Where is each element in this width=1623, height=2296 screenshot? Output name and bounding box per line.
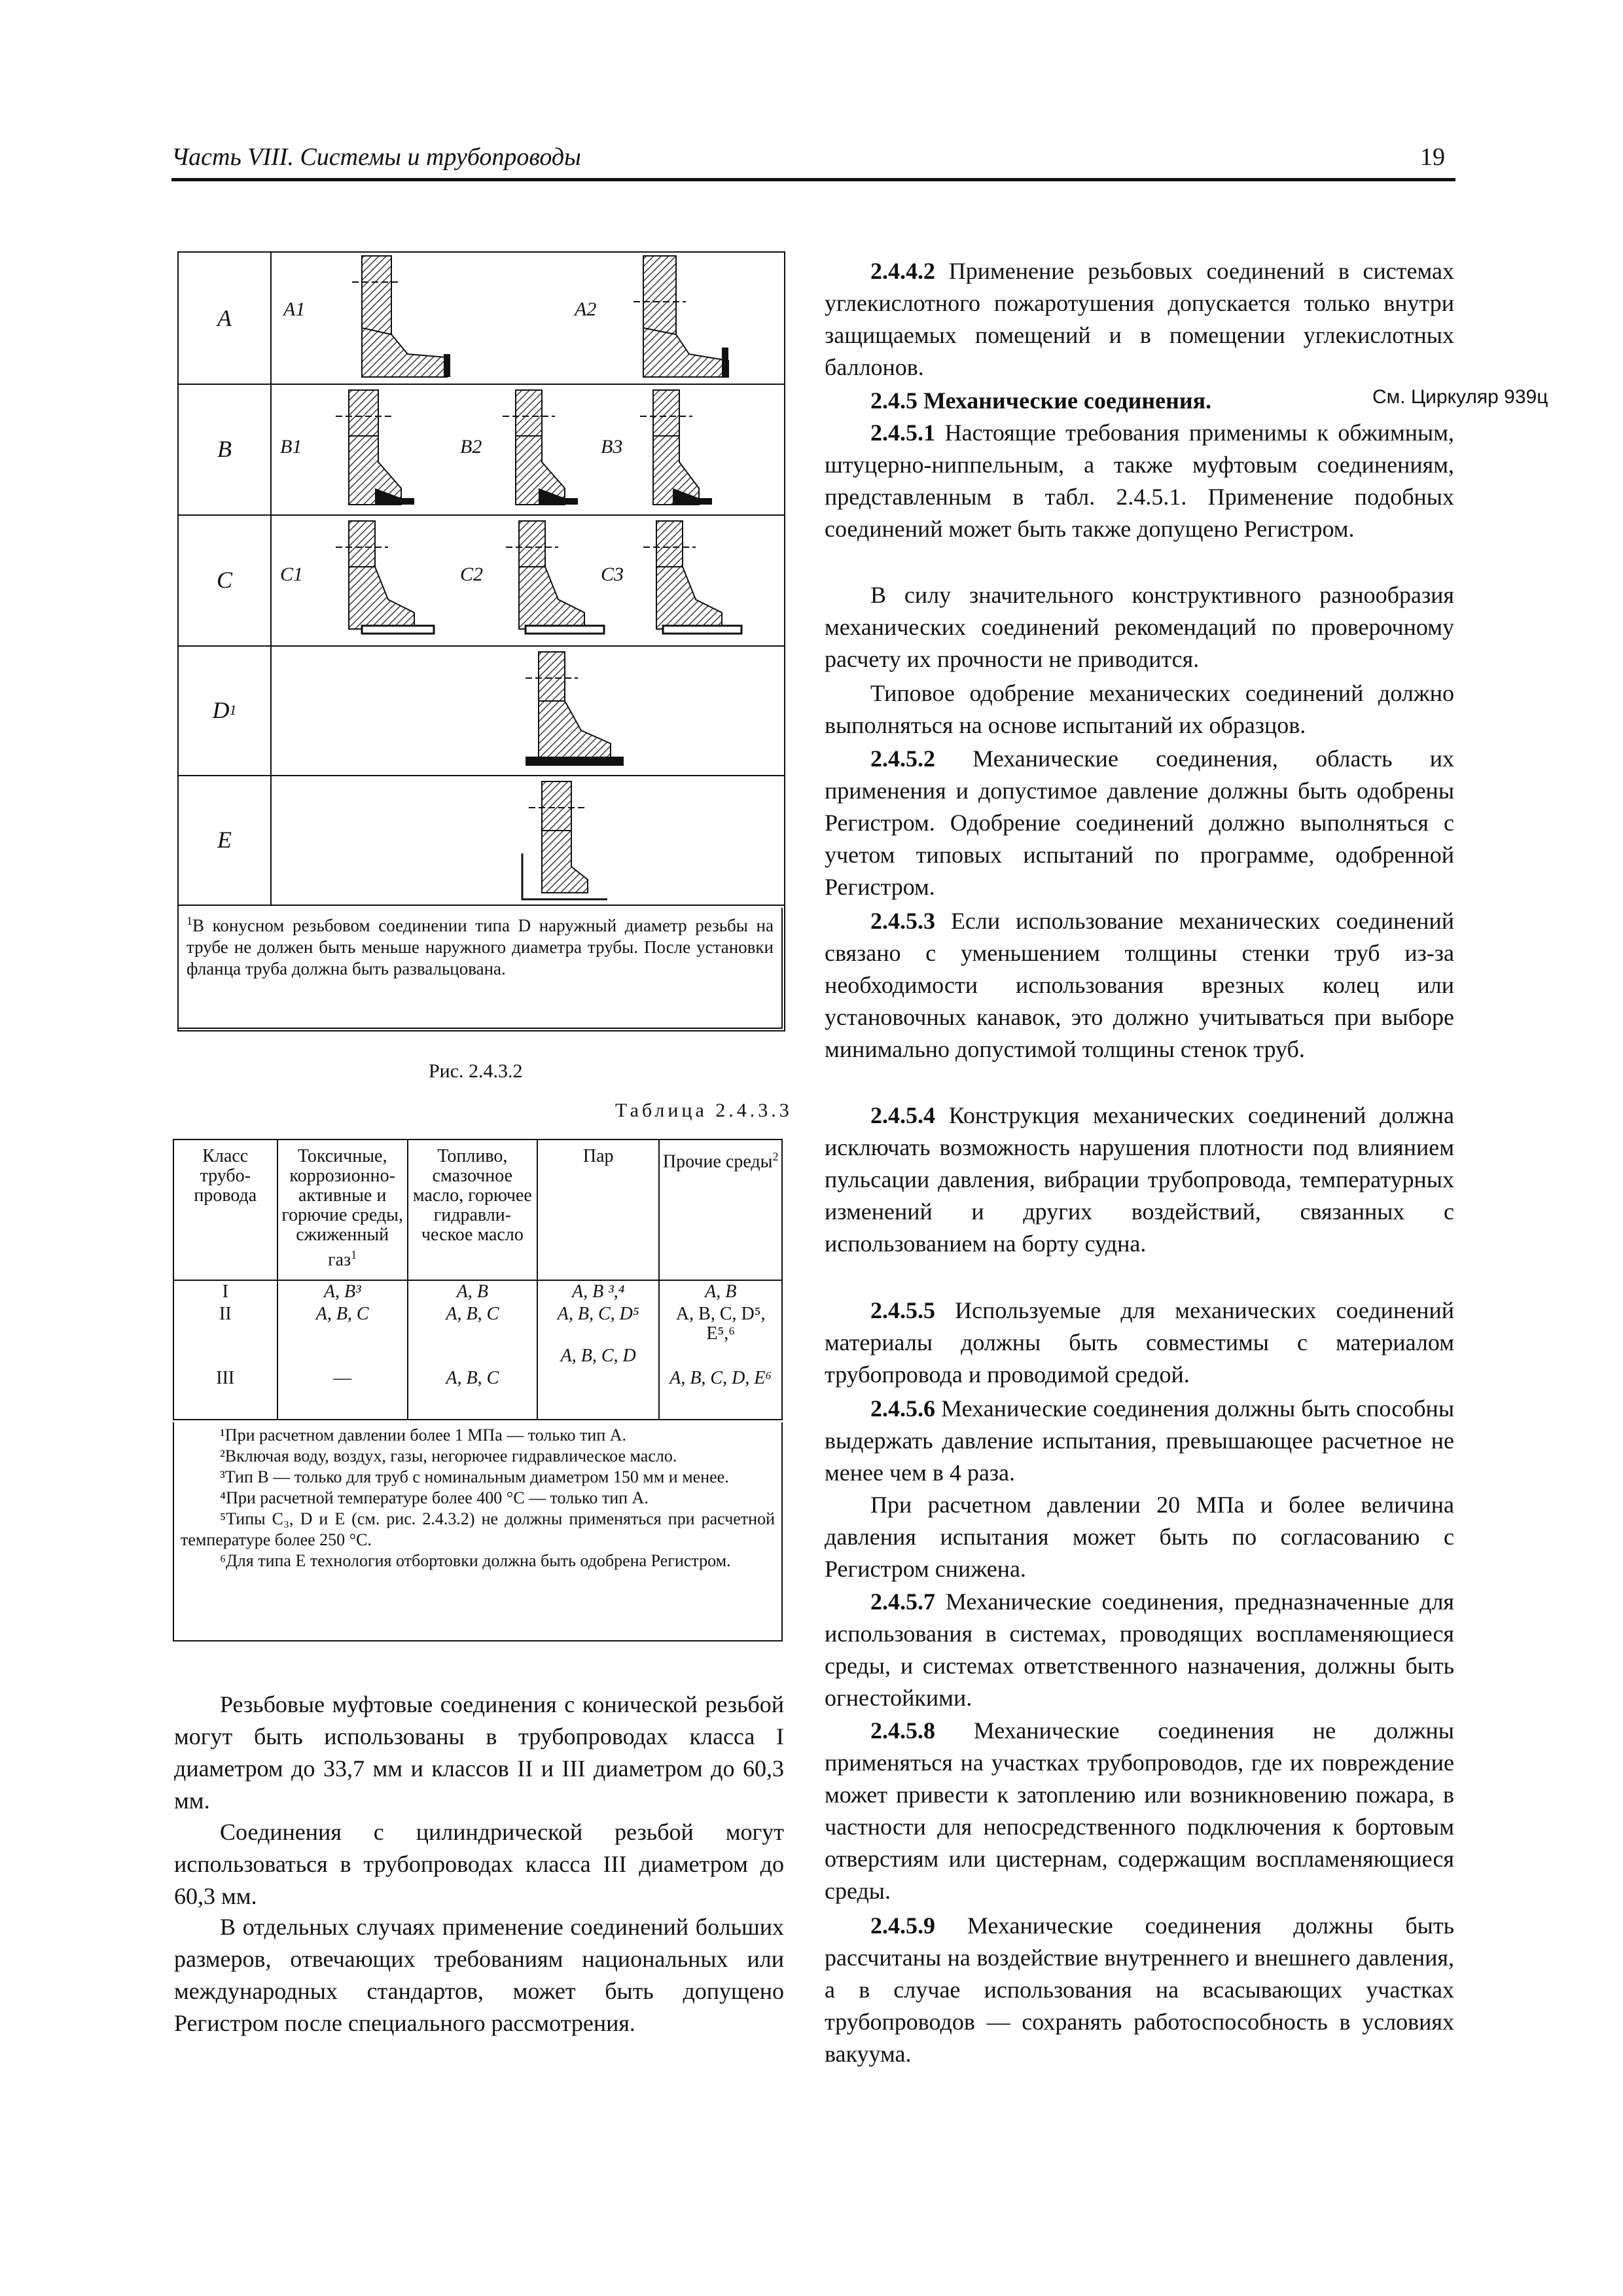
table-cell: I: [173, 1280, 277, 1303]
figure-row-label: D 1: [179, 645, 272, 775]
flange-drawing-d: [519, 652, 650, 773]
section-2-4-5-1: 2.4.5.1 Настоящие требования применимы к обжимным, штуцерно-ниппельным, а также муфтовым соединениям, представленным в табл. 2.4.5.1. Применение подобных соединений может быть также допущено Регистром.: [825, 420, 1454, 542]
flange-drawing-b1: [329, 390, 434, 511]
figure-variant-label: A2: [575, 298, 597, 320]
body-paragraph: Соединения с цилиндрической резьбой могут использоваться в трубопроводах класса III диаметром до 60,3 мм.: [174, 1819, 784, 1909]
table-cell: A, B, C: [408, 1303, 537, 1345]
section-2-4-5-2: 2.4.5.2 Механические соединения, область их применения и допустимое давление должны быть одобрены Регистром. Одобрение соединений должно выполняться с учетом типовых испытаний по программе, одобренной Регистром.: [825, 745, 1454, 900]
flange-drawing-c1: [329, 521, 447, 642]
flange-drawing-b3: [637, 390, 735, 511]
figure-variant-label: B1: [280, 436, 302, 457]
section-2-4-5-9: 2.4.5.9 Механические соединения должны быть рассчитаны на воздействие внутреннего и внешнего давления, а в случае использования на всасывающих участках трубопроводов — сохранять работоспособность в условиях вакуума.: [825, 1912, 1454, 2067]
table-cell: [537, 1367, 659, 1420]
table-row: [173, 1367, 782, 1420]
figure-row-e: [179, 775, 784, 906]
table-header-cell: Класс трубо-провода: [173, 1139, 277, 1280]
table-header-cell: Пар: [537, 1139, 659, 1280]
table-cell: A, B: [659, 1280, 782, 1303]
table-footnote: ⁶Для типа E технология отбортовки должна быть одобрена Регистром.: [220, 1551, 731, 1570]
table-header-cell: Токсичные, коррозионно-активные и горючие среды, сжиженный газ$^1$: [277, 1139, 408, 1280]
section-2-4-4-2: 2.4.4.2 Применение резьбовых соединений в системах углекислотного пожаротушения допускается только внутри защищаемых помещений и в помещении углекислотных баллонов.: [825, 258, 1454, 380]
header-rule: [171, 178, 1455, 181]
figure-row-label: E: [179, 775, 272, 905]
table-cell: III: [173, 1367, 277, 1420]
figure-variant-label: C3: [601, 564, 624, 585]
figure-variant-label: B3: [601, 436, 623, 457]
table-cell: A, B, C, D, E⁶: [659, 1367, 782, 1420]
figure-row-a: [179, 253, 784, 385]
body-paragraph: При расчетном давлении 20 МПа и более величина давления испытания может быть по согласованию с Регистром снижена.: [825, 1492, 1454, 1582]
table-header-cell: Топливо, смазочное масло, горючее гидравли-ческое масло: [408, 1139, 537, 1280]
section-heading-2-4-5: 2.4.5 Механические соединения.: [870, 387, 1212, 414]
figure-caption: Рис. 2.4.3.2: [429, 1060, 523, 1082]
running-header-title: Часть VIII. Системы и трубопроводы: [171, 143, 581, 171]
flange-drawing-b2: [499, 390, 597, 511]
table-row: [173, 1303, 782, 1345]
table-cell: [408, 1345, 537, 1367]
table-footnote: ¹При расчетном давлении более 1 МПа — только тип A.: [220, 1426, 627, 1444]
table-row: [173, 1345, 782, 1367]
table-cell: A, B³: [277, 1280, 408, 1303]
circular-reference-note: См. Циркуляр 939ц: [1372, 386, 1548, 408]
table-footnote: ⁵Типы C₃, D и E (см. рис. 2.4.3.2) не должны применяться при расчетной температуре более 250 °C.: [181, 1509, 775, 1549]
table-cell: A, B, C: [277, 1303, 408, 1345]
flange-drawing-c3: [637, 521, 755, 642]
section-2-4-5-5: 2.4.5.5 Используемые для механических соединений материалы должны быть совместимы с материалом трубопровода и проводимой средой.: [825, 1297, 1454, 1388]
figure-variant-label: C2: [460, 564, 484, 585]
page-number: 19: [1420, 143, 1445, 171]
pipe-class-table: [173, 1139, 783, 1420]
body-paragraph: В отдельных случаях применение соединений больших размеров, отвечающих требованиям национальных или международных стандартов, может быть допущено Регистром после специального рассмотрения.: [174, 1914, 784, 2036]
table-cell: —: [277, 1367, 408, 1420]
table-cell: A, B, C, D⁵, E⁵,⁶: [659, 1303, 782, 1345]
flange-drawing-e: [516, 781, 633, 903]
figure-row-label: B: [179, 384, 272, 514]
flange-drawing-c2: [499, 521, 617, 642]
figure-row-d: [179, 645, 784, 776]
figure-row-b: [179, 384, 784, 516]
body-paragraph: В силу значительного конструктивного разнообразия механических соединений рекомендаций по проверочному расчету их прочности не приводится.: [825, 582, 1454, 672]
table-footnote: ²Включая воду, воздух, газы, негорючее гидравлическое масло.: [220, 1446, 677, 1465]
table-cell: A, B, C, D: [537, 1345, 659, 1367]
section-2-4-5-6: 2.4.5.6 Механические соединения должны быть способны выдержать давление испытания, превышающее расчетное не менее чем в 4 раза.: [825, 1395, 1454, 1486]
figure-row-label: C: [179, 514, 272, 645]
table-cell: A, B ³,⁴: [537, 1280, 659, 1303]
section-2-4-5-7: 2.4.5.7 Механические соединения, предназначенные для использования в системах, проводящих воспламеняющиеся среды, и системах ответственного назначения, должны быть огнестойкими.: [825, 1588, 1454, 1711]
figure-variant-label: B2: [460, 436, 482, 457]
table-header-cell: Прочие среды$^2$: [659, 1139, 782, 1280]
table-footnote: ³Тип B — только для труб с номинальным диаметром 150 мм и менее.: [220, 1467, 729, 1486]
table-header-row: [173, 1139, 782, 1280]
figure-row-label: A: [179, 253, 272, 384]
flange-drawing-a2: [624, 256, 755, 380]
section-2-4-5-3: 2.4.5.3 Если использование механических соединений связано с уменьшением толщины стенки труб из-за необходимости использования врезных колец или установочных канавок, это должно учитываться при выборе минимально допустимой толщины стенок труб.: [825, 908, 1454, 1062]
table-caption: Таблица 2.4.3.3: [615, 1100, 793, 1121]
table-cell: A, B, C: [408, 1367, 537, 1420]
section-2-4-5-4: 2.4.5.4 Конструкция механических соединений должна исключать возможность нарушения плотности под влиянием пульсации давления, вибрации трубопровода, температурных изменений и других воздействий, связанных с использованием на борту судна.: [825, 1102, 1454, 1257]
figure-variant-label: A1: [283, 298, 306, 320]
body-paragraph: Типовое одобрение механических соединений должно выполняться на основе испытаний их образцов.: [825, 680, 1454, 738]
table-footnotes: [173, 1422, 783, 1641]
figure-variant-label: C1: [280, 564, 304, 585]
table-row: [173, 1280, 782, 1303]
table-cell: [659, 1345, 782, 1367]
table-cell: II: [173, 1303, 277, 1345]
table-cell: A, B: [408, 1280, 537, 1303]
body-paragraph: Резьбовые муфтовые соединения с конической резьбой могут быть использованы в трубопроводах класса I диаметром до 33,7 мм и классов II и III диаметром до 60,3 мм.: [174, 1691, 784, 1814]
table-footnote: ⁴При расчетной температуре более 400 °C — только тип A.: [220, 1488, 649, 1507]
figure-footnote: $^1$В конусном резьбовом соединении типа D наружный диаметр резьбы на трубе не должен быть меньше наружного диаметра трубы. После установки фланца труба должна быть развальцована.: [177, 908, 783, 1029]
table-cell: [173, 1345, 277, 1367]
table-cell: [277, 1345, 408, 1367]
table-cell: A, B, C, D⁵: [537, 1303, 659, 1345]
figure-row-c: [179, 514, 784, 647]
section-2-4-5-8: 2.4.5.8 Механические соединения не должны применяться на участках трубопроводов, где их повреждение может привести к затоплению или возникновению пожара, в частности для непосредственного подключения к бортовым отверстиям или цистернам, содержащим воспламеняющиеся среды.: [825, 1717, 1454, 1904]
flange-drawing-a1: [349, 256, 480, 380]
